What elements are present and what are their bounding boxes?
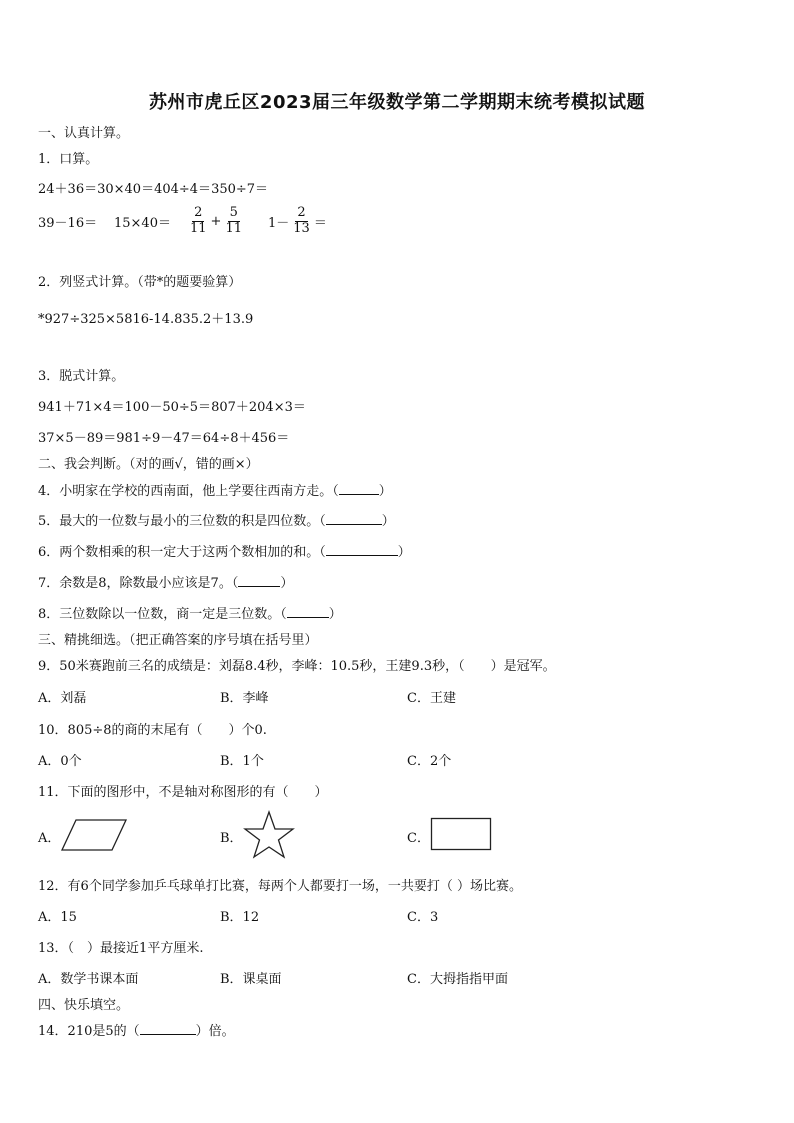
- fraction: $\frac{2}{11}$: [190, 204, 207, 236]
- q1-item: 39－16＝: [38, 215, 98, 231]
- q7: 7．余数是8，除数最小应该是7。（ ）: [38, 576, 294, 591]
- q2-item: *927÷3: [38, 312, 89, 327]
- plus-sign: +: [210, 213, 222, 229]
- q1-item: 24＋36＝: [38, 182, 98, 197]
- option-c[interactable]: C．大拇指指甲面: [407, 972, 508, 987]
- q2-item: 35.2＋13.9: [182, 312, 254, 327]
- answer-blank[interactable]: [238, 574, 280, 587]
- option-a[interactable]: A．15: [38, 910, 77, 925]
- answer-blank[interactable]: [287, 605, 329, 618]
- q3-item: 64÷8＋456＝: [202, 431, 290, 446]
- q1-row2: [38, 200, 327, 242]
- q2-item: 25×58: [88, 312, 133, 327]
- q9: 9．50米赛跑前三名的成绩是：刘磊8.4秒，李峰：10.5秒，王建9.3秒，（ ）是冠军。: [38, 659, 556, 674]
- q11-options: [38, 810, 498, 860]
- q1-item: 350÷7＝: [211, 182, 269, 197]
- q1-item: 30×40＝: [97, 182, 155, 197]
- option-b[interactable]: B．李峰: [220, 691, 269, 706]
- star-icon: [243, 810, 295, 860]
- answer-blank[interactable]: [326, 512, 382, 525]
- q3-row2: [38, 427, 289, 446]
- option-c[interactable]: C．王建: [407, 691, 456, 706]
- q1-item: 15×40＝: [114, 215, 171, 231]
- q1-label: 1．口算。: [38, 152, 99, 167]
- q8: 8．三位数除以一位数，商一定是三位数。（ ）: [38, 607, 342, 622]
- q11: 11．下面的图形中，不是轴对称图形的有（ ）: [38, 785, 328, 800]
- answer-blank[interactable]: [339, 482, 379, 495]
- option-c[interactable]: C．: [407, 831, 430, 846]
- lead-term: 1－: [268, 215, 290, 231]
- option-c[interactable]: C．3: [407, 910, 439, 925]
- q3-item: 941＋71×4＝: [38, 400, 125, 415]
- answer-blank[interactable]: [140, 1022, 196, 1035]
- q3-row1: [38, 396, 306, 415]
- q6: 6．两个数相乘的积一定大于这两个数相加的和。（ ）: [38, 545, 411, 560]
- section-heading-4: 四、快乐填空。: [38, 998, 130, 1013]
- option-b[interactable]: B．课桌面: [220, 972, 282, 987]
- answer-blank[interactable]: [326, 543, 398, 556]
- q3-item: 981÷9－47＝: [116, 431, 203, 446]
- q10: 10．805÷8的商的末尾有（ ）个0.: [38, 723, 267, 738]
- fraction: $\frac{5}{11}$: [225, 204, 242, 236]
- q2-item: 16-14.8: [132, 312, 183, 327]
- q14: 14．210是5的（ ）倍。: [38, 1024, 235, 1039]
- q1-row1: [38, 178, 268, 197]
- q1-item: 404÷4＝: [154, 182, 212, 197]
- equals-sign: ＝: [313, 215, 327, 231]
- q12: 12．有6个同学参加乒乓球单打比赛，每两个人都要打一场，一共要打（ ）场比赛。: [38, 879, 522, 894]
- q2-label: 2．列竖式计算。（带*的题要验算）: [38, 275, 242, 290]
- section-heading-3: 三、精挑细选。（把正确答案的序号填在括号里）: [38, 633, 318, 648]
- option-b[interactable]: B．12: [220, 910, 260, 925]
- option-a[interactable]: A．数学书课本面: [38, 972, 139, 987]
- option-a[interactable]: A．刘磊: [38, 691, 87, 706]
- option-b[interactable]: B．1个: [220, 754, 264, 769]
- fraction: $\frac{2}{13}$: [293, 204, 310, 236]
- fraction-diff: [268, 206, 327, 237]
- q3-item: 807＋204×3＝: [211, 400, 306, 415]
- option-a[interactable]: A．: [38, 831, 61, 846]
- q3-item: 100－50÷5＝: [124, 400, 212, 415]
- option-c[interactable]: C．2个: [407, 754, 452, 769]
- section-heading-2: 二、我会判断。（对的画√，错的画×）: [38, 457, 259, 472]
- q2-items: [38, 308, 253, 327]
- option-b[interactable]: B．: [220, 831, 243, 846]
- q3-item: 37×5－89＝: [38, 431, 117, 446]
- fraction-sum: [186, 206, 268, 237]
- option-a[interactable]: A．0个: [38, 754, 82, 769]
- rectangle-icon: [430, 817, 492, 851]
- page-title: 苏州市虎丘区2023届三年级数学第二学期期末统考模拟试题: [148, 92, 646, 113]
- q13: 13．（ ）最接近1平方厘米.: [38, 941, 204, 956]
- q5: 5．最大的一位数与最小的三位数的积是四位数。（ ）: [38, 514, 395, 529]
- section-heading-1: 一、认真计算。: [38, 126, 130, 141]
- q4: 4．小明家在学校的西南面，他上学要往西南方走。（ ）: [38, 484, 392, 499]
- q3-label: 3．脱式计算。: [38, 369, 125, 384]
- parallelogram-icon: [60, 818, 128, 852]
